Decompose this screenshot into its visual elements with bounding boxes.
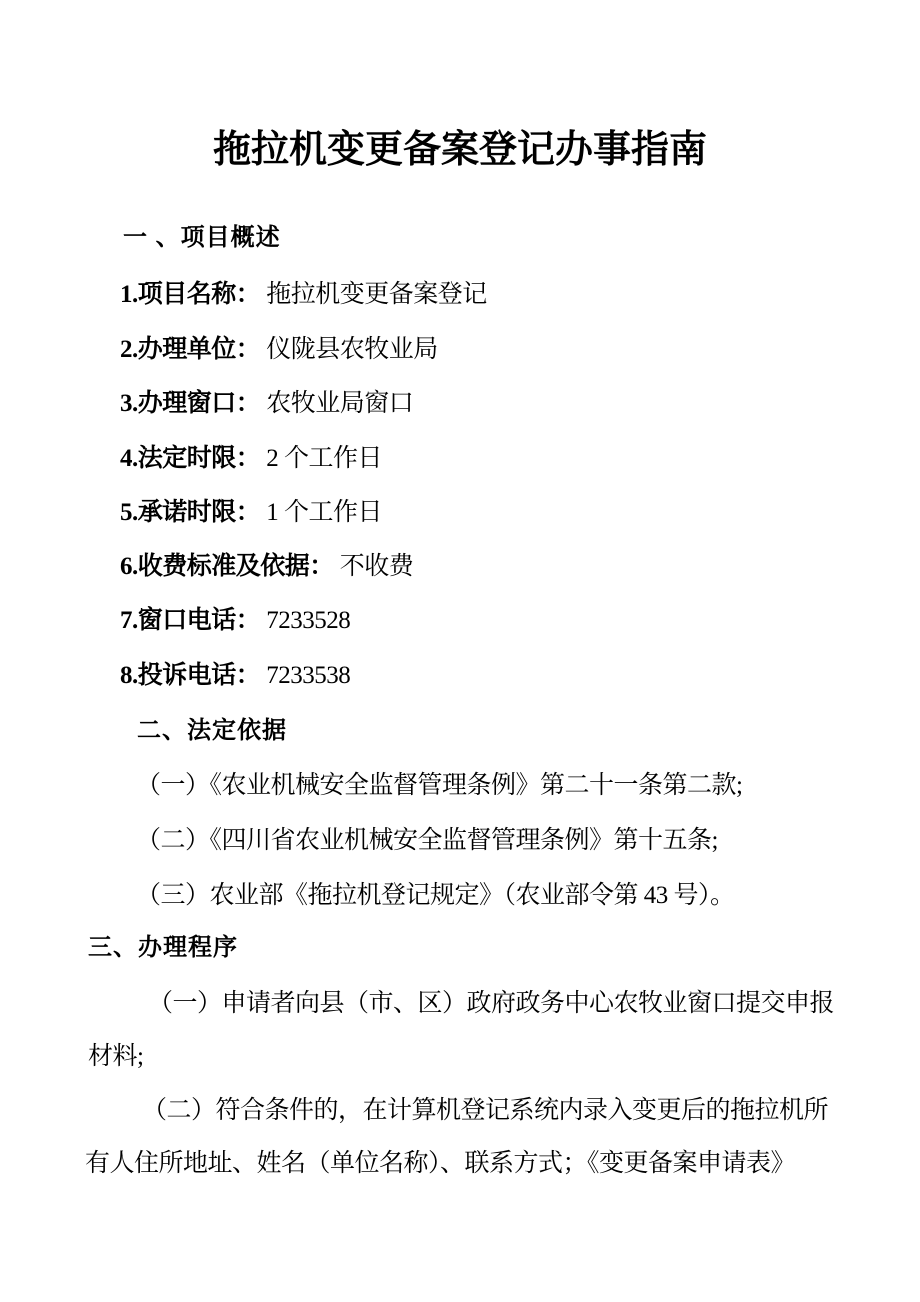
item-value: 2 个工作日 — [266, 445, 383, 472]
item-value: 7233528 — [266, 607, 351, 634]
overview-item — [120, 280, 487, 310]
legal-entry: （三）农业部《拖拉机登记规定》（农业部令第 43 号）。 — [136, 882, 735, 909]
item-label: 4.法定时限： — [120, 445, 261, 472]
section-heading-procedure: 三、办理程序 — [88, 934, 238, 961]
procedure-line: 有人住所地址、姓名（单位名称）、联系方式；《变更备案申请表》 — [85, 1150, 796, 1177]
item-value: 仪陇县农牧业局 — [266, 336, 438, 363]
item-label: 8.投诉电话： — [120, 662, 261, 689]
item-label: 5.承诺时限： — [120, 499, 261, 526]
section-heading-overview: 一 、项目概述 — [123, 224, 281, 251]
item-label: 7.窗口电话： — [120, 607, 261, 634]
overview-item — [120, 552, 413, 582]
overview-item — [120, 661, 350, 691]
procedure-line: 材料; — [88, 1043, 144, 1070]
overview-item — [120, 444, 382, 474]
legal-entry: （二）《四川省农业机械安全监督管理条例》第十五条; — [136, 827, 718, 854]
item-value: 拖拉机变更备案登记 — [266, 281, 487, 308]
item-value: 7233538 — [266, 662, 351, 689]
item-value: 不收费 — [339, 553, 414, 580]
item-value: 1 个工作日 — [266, 499, 383, 526]
overview-item — [120, 498, 382, 528]
item-value: 农牧业局窗口 — [266, 390, 414, 417]
item-label: 3.办理窗口： — [120, 390, 261, 417]
overview-item — [120, 389, 413, 419]
item-label: 6.收费标准及依据： — [120, 553, 334, 580]
procedure-line: （二）符合条件的，在计算机登记系统内录入变更后的拖拉机所 — [142, 1097, 829, 1124]
item-label: 1.项目名称： — [120, 281, 261, 308]
page-title: 拖拉机变更备案登记办事指南 — [212, 129, 707, 171]
legal-entry: （一）《农业机械安全监督管理条例》第二十一条第二款; — [136, 772, 743, 799]
overview-item — [120, 606, 350, 636]
item-label: 2.办理单位： — [120, 336, 261, 363]
overview-item — [120, 335, 438, 365]
section-heading-legal-basis: 二、法定依据 — [137, 717, 287, 744]
procedure-line: （一）申请者向县（市、区）政府政务中心农牧业窗口提交申报 — [148, 990, 835, 1017]
